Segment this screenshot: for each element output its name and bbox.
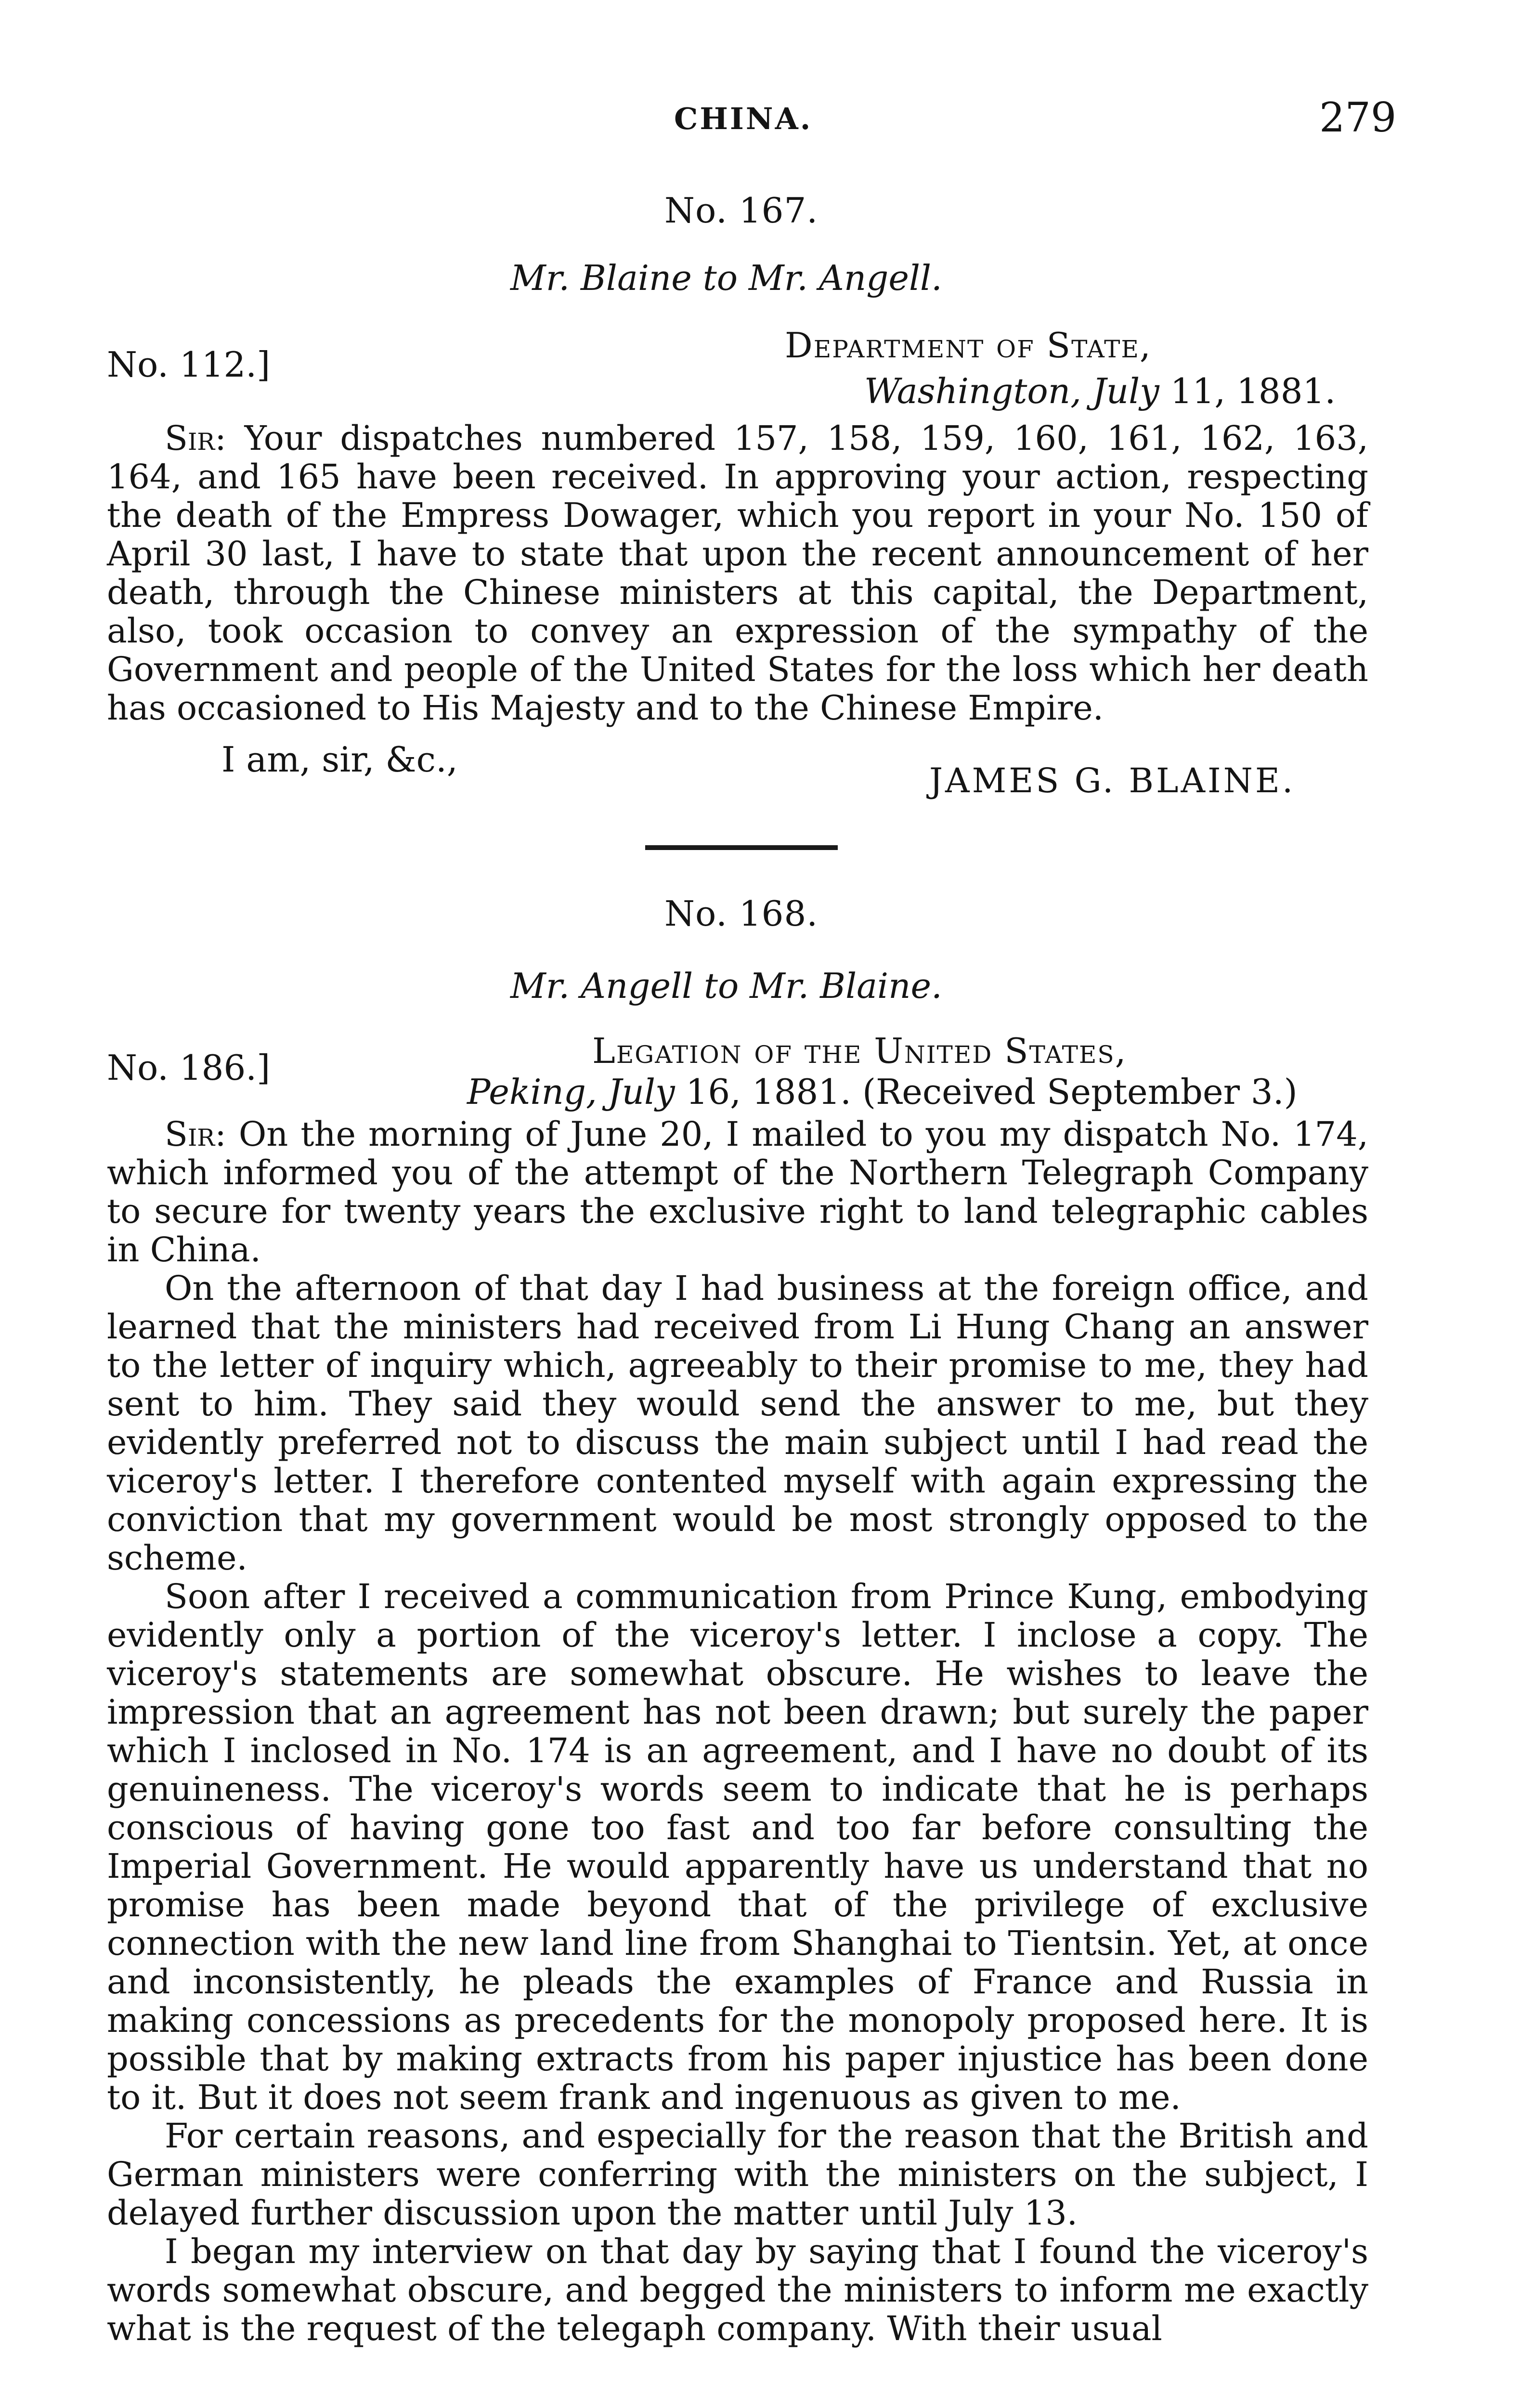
running-head: CHINA. xyxy=(674,101,813,136)
dateline-place: Peking, July xyxy=(467,1072,675,1112)
letter-body-167 xyxy=(107,419,1368,727)
paragraph-text: Your dispatches numbered 157, 158, 159, 160, 161, 162, 163, 164, and 165 have been received. In approving your action, respecting the death of the Empress Dowager, which you report in your No. 150 of April 30 last, I have to state that upon the recent announcement of her death, through the Chinese ministers at this capital, the Department, also, took occasion to convey an expression of the sympathy of the Government and people of the United States for the loss which her death has occasioned to His Majesty and to the Chinese Empire. xyxy=(107,419,1368,728)
paragraph: I began my interview on that day by saying that I found the viceroy's words somewhat obscure, and begged the ministers to inform me exactly what is the request of the telegaph company. With their usual xyxy=(107,2232,1368,2348)
doc-heading-168: Mr. Angell to Mr. Blaine. xyxy=(510,966,942,1006)
salutation: Sir: xyxy=(165,419,226,458)
doc-heading-167: Mr. Blaine to Mr. Angell. xyxy=(510,258,942,298)
separator-rule xyxy=(645,845,838,850)
dateline-168 xyxy=(467,1072,1298,1112)
paragraph: For certain reasons, and especially for the reason that the British and German ministers were conferring with the ministers on the subject, I delayed further discussion upon the matter until July 13. xyxy=(107,2116,1368,2233)
doc-number-168: No. 168. xyxy=(664,893,818,934)
doc-number-167: No. 167. xyxy=(664,190,818,231)
dateline-date: 16, 1881. (Received September 3.) xyxy=(686,1072,1298,1112)
paragraph: On the afternoon of that day I had business at the foreign office, and learned that the ministers had received from Li Hung Chang an answer to the letter of inquiry which, agreeably to their promise to me, they had sent to him. They said they would send the answer to me, but they evidently preferred not to discuss the main subject until I had read the viceroy's letter. I therefore contented myself with again expressing the conviction that my government would be most strongly opposed to the scheme. xyxy=(107,1269,1368,1578)
paragraph xyxy=(107,1115,1368,1269)
letter-body-168 xyxy=(107,1115,1368,2348)
ref-number-186: No. 186.] xyxy=(107,1047,271,1088)
sender-office: Legation of the United States, xyxy=(592,1031,1127,1071)
dateline-167 xyxy=(864,371,1336,411)
closing: I am, sir, &c., xyxy=(221,739,458,780)
dateline-place: Washington, July xyxy=(864,371,1159,411)
ref-number-112: No. 112.] xyxy=(107,344,271,385)
signature: JAMES G. BLAINE. xyxy=(929,761,1296,800)
dateline-date: 11, 1881. xyxy=(1170,371,1336,411)
paragraph xyxy=(107,419,1368,727)
paragraph: Soon after I received a communication from Prince Kung, embodying evidently only a portion of the viceroy's letter. I inclose a copy. The viceroy's statements are somewhat obscure. He wishes to leave the impression that an agreement has not been drawn; but surely the paper which I inclosed in No. 174 is an agreement, and I have no doubt of its genuineness. The viceroy's words seem to indicate that he is perhaps conscious of having gone too fast and too far before consulting the Imperial Government. He would apparently have us understand that no promise has been made beyond that of the privilege of exclusive connection with the new land line from Shanghai to Tientsin. Yet, at once and inconsistently, he pleads the examples of France and Russia in making concessions as precedents for the monopoly proposed here. It is possible that by making extracts from his paper injustice has been done to it. But it does not seem frank and ingenuous as given to me. xyxy=(107,1577,1368,2117)
paragraph-text: On the morning of June 20, I mailed to you my dispatch No. 174, which informed you of the attempt of the Northern Telegraph Company to secure for twenty years the exclusive right to land telegraphic cables in China. xyxy=(107,1114,1368,1269)
sender-office: Department of State, xyxy=(785,325,1152,366)
page-number: 279 xyxy=(1319,94,1397,141)
salutation: Sir: xyxy=(165,1114,226,1154)
